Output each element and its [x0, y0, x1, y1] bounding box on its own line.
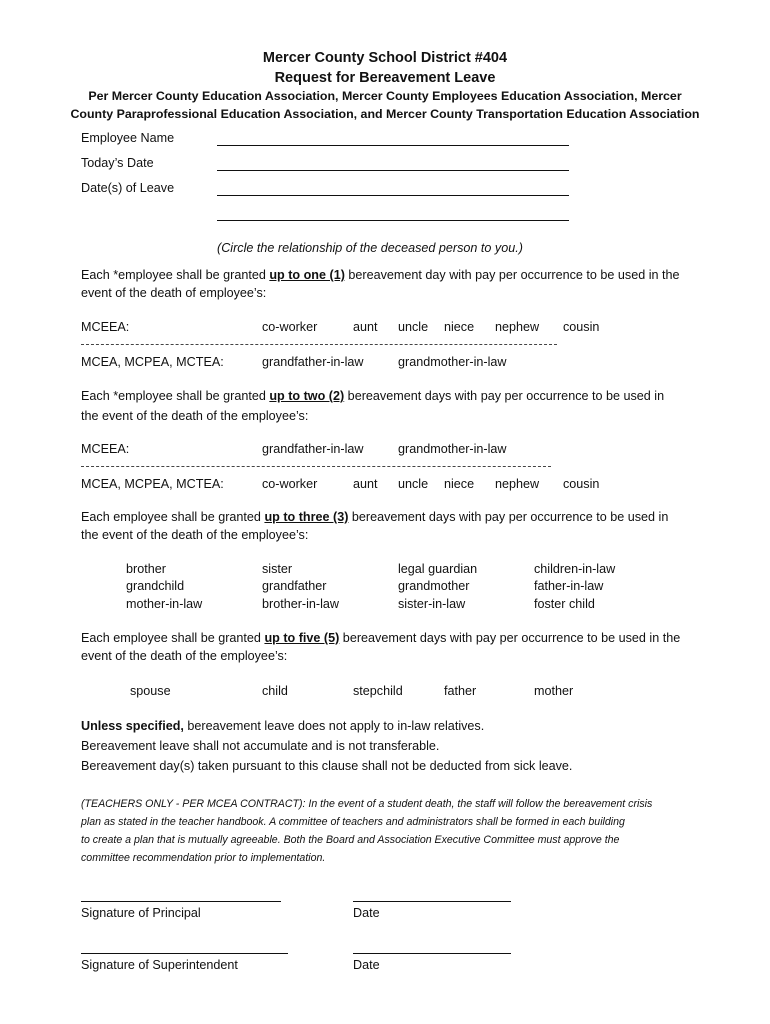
principal-date-line[interactable]	[353, 901, 511, 902]
relation-option[interactable]: spouse	[130, 684, 171, 698]
relation-option[interactable]: nephew	[495, 477, 540, 491]
principal-signature-line[interactable]	[81, 901, 281, 902]
dashed-divider	[81, 466, 551, 467]
relation-option[interactable]: aunt	[353, 320, 378, 334]
rule-sick-leave: Bereavement day(s) taken pursuant to this clause shall not be deducted from sick leave.	[81, 759, 573, 773]
section2-intro: Each *employee shall be granted up to two (2) bereavement days with pay per occurrence to be used in	[81, 389, 665, 403]
relation-option[interactable]: mother-in-law	[126, 597, 203, 611]
section2-group-1: MCEEA:	[81, 442, 130, 456]
relation-option[interactable]: niece	[444, 477, 475, 491]
rule-in-law: Unless specified, bereavement leave does not apply to in-law relatives.	[81, 719, 485, 733]
relation-option[interactable]: niece	[444, 320, 475, 334]
dashed-divider	[81, 344, 557, 345]
superintendent-signature-label: Signature of Superintendent	[81, 958, 238, 972]
relation-option[interactable]: sister-in-law	[398, 597, 466, 611]
relation-option[interactable]: children-in-law	[534, 562, 616, 576]
section1-intro: Each *employee shall be granted up to one (1) bereavement day with pay per occurrence to be used in the	[81, 268, 680, 282]
relation-option[interactable]: grandmother-in-law	[398, 355, 507, 369]
section1-group-2: MCEA, MCPEA, MCTEA:	[81, 355, 224, 369]
relation-option[interactable]: grandmother	[398, 579, 470, 593]
employee-name-label: Employee Name	[81, 131, 175, 145]
section2-intro-line2: the event of the death of the employee’s:	[81, 409, 309, 423]
document-subtitle: Request for Bereavement Leave	[274, 70, 496, 86]
relation-option[interactable]: nephew	[495, 320, 540, 334]
dates-of-leave-field-2[interactable]	[217, 220, 569, 221]
superintendent-signature-line[interactable]	[81, 953, 288, 954]
relation-option[interactable]: grandmother-in-law	[398, 442, 507, 456]
relation-option[interactable]: sister	[262, 562, 293, 576]
relation-option[interactable]: brother-in-law	[262, 597, 339, 611]
section1-intro-line2: event of the death of employee’s:	[81, 286, 267, 300]
section4-intro-line2: event of the death of the employee’s:	[81, 649, 288, 663]
principal-date-label: Date	[353, 906, 380, 920]
relation-option[interactable]: legal guardian	[398, 562, 478, 576]
relation-option[interactable]: co-worker	[262, 477, 318, 491]
relation-option[interactable]: father	[444, 684, 477, 698]
section2-group-2: MCEA, MCPEA, MCTEA:	[81, 477, 224, 491]
relation-option[interactable]: child	[262, 684, 288, 698]
relation-option[interactable]: brother	[126, 562, 166, 576]
relation-option[interactable]: cousin	[563, 320, 600, 334]
principal-signature-label: Signature of Principal	[81, 906, 201, 920]
relation-option[interactable]: grandfather-in-law	[262, 442, 364, 456]
circle-instruction: (Circle the relationship of the deceased person to you.)	[217, 241, 523, 255]
teachers-note-line-3: to create a plan that is mutually agreeable. Both the Board and Association Executive Committee must approve the	[81, 834, 620, 846]
section3-intro-line2: the event of the death of the employee’s:	[81, 528, 309, 542]
relation-option[interactable]: grandfather	[262, 579, 327, 593]
relation-option[interactable]: stepchild	[353, 684, 403, 698]
todays-date-field[interactable]	[217, 170, 569, 171]
teachers-note-line-4: committee recommendation prior to implementation.	[81, 852, 326, 864]
superintendent-date-line[interactable]	[353, 953, 511, 954]
association-line-2: County Paraprofessional Education Association, and Mercer County Transportation Education Association	[70, 107, 700, 121]
dates-of-leave-label: Date(s) of Leave	[81, 181, 175, 195]
section3-intro: Each employee shall be granted up to three (3) bereavement days with pay per occurrence to be used in	[81, 510, 669, 524]
relation-option[interactable]: aunt	[353, 477, 378, 491]
relation-option[interactable]: grandchild	[126, 579, 185, 593]
relation-option[interactable]: cousin	[563, 477, 600, 491]
relation-option[interactable]: foster child	[534, 597, 595, 611]
section4-intro: Each employee shall be granted up to five (5) bereavement days with pay per occurrence to be used in the	[81, 631, 681, 645]
rule-accumulate: Bereavement leave shall not accumulate and is not transferable.	[81, 739, 440, 753]
relation-option[interactable]: father-in-law	[534, 579, 604, 593]
dates-of-leave-field[interactable]	[217, 195, 569, 196]
teachers-note-line-1: (TEACHERS ONLY - PER MCEA CONTRACT): In the event of a student death, the staff will follow the bereavement crisis	[81, 798, 653, 810]
relation-option[interactable]: mother	[534, 684, 574, 698]
relation-option[interactable]: grandfather-in-law	[262, 355, 364, 369]
relation-option[interactable]: uncle	[398, 320, 429, 334]
association-line-1: Per Mercer County Education Association, Mercer County Employees Education Association, Mercer	[88, 89, 682, 103]
teachers-note-line-2: plan as stated in the teacher handbook. A committee of teachers and administrators shall be formed in each building	[81, 816, 625, 828]
relation-option[interactable]: co-worker	[262, 320, 318, 334]
section1-group-1: MCEEA:	[81, 320, 130, 334]
superintendent-date-label: Date	[353, 958, 380, 972]
document-title: Mercer County School District #404	[262, 50, 508, 66]
todays-date-label: Today’s Date	[81, 156, 154, 170]
relation-option[interactable]: uncle	[398, 477, 429, 491]
employee-name-field[interactable]	[217, 145, 569, 146]
